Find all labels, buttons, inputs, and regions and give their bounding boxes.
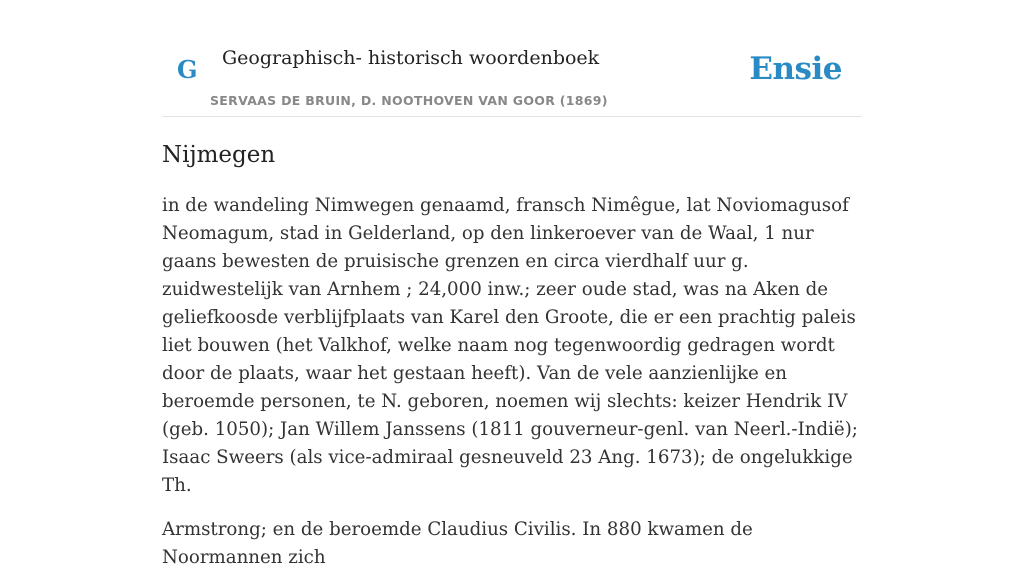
entry-body [162, 192, 862, 588]
brand-logo[interactable]: Ensie [749, 51, 842, 87]
book-title[interactable]: Geographisch- historisch woordenboek [222, 47, 600, 69]
book-author: SERVAAS DE BRUIN, D. NOOTHOVEN VAN GOOR (1869) [210, 93, 608, 108]
entry-paragraph: Armstrong; en de beroemde Claudius Civilis. In 880 kwamen de Noormannen zich [162, 519, 753, 568]
dictionary-logo-icon[interactable]: G [177, 55, 198, 84]
entry-title: Nijmegen [162, 142, 276, 168]
page-header [162, 0, 862, 117]
entry-paragraph: in de wandeling Nimwegen genaamd, fransch Nimêgue, lat Noviomagusof Neomagum, stad in Gelderland, op den linkeroever van de Waal, 1 nur gaans bewesten de pruisische grenzen en circa vierdhalf uur g. zuidwestelijk van Arnhem ; 24,000 inw.; zeer oude stad, was na Aken de geliefkoosde verblijfplaats van Karel den Groote, die er een prachtig paleis liet bouwen (het Valkhof, welke naam nog tegenwoordig gedragen wordt door de plaats, waar het gestaan heeft). Van de vele aanzienlijke en beroemde personen, te N. geboren, noemen wij slechts: keizer Hendrik IV (geb. 1050); Jan Willem Janssens (1811 gouverneur-genl. van Neerl.-Indië); Isaac Sweers (als vice-admiraal gesneuveld 23 Ang. 1673); de ongelukkige Th. [162, 195, 858, 496]
